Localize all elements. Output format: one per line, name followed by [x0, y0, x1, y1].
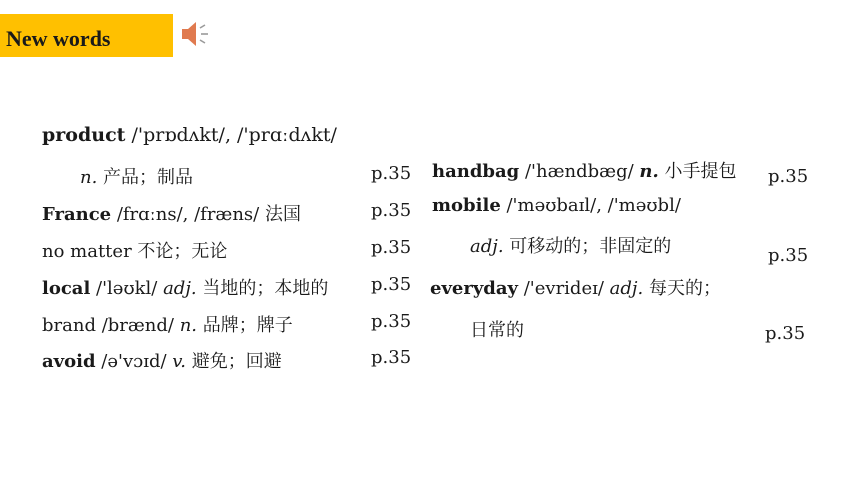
page-ref: p.35 — [768, 166, 809, 187]
entry-phonetic: /'hændbæg/ — [519, 161, 640, 182]
entry-meaning: 产品；制品 — [97, 167, 194, 188]
entry-word: France — [42, 204, 112, 225]
entry-phonetic: /'evrideɪ/ — [518, 278, 610, 299]
entry-word: mobile — [432, 195, 501, 216]
speaker-icon[interactable] — [180, 20, 212, 48]
entry-meaning: 可移动的；非固定的 — [503, 236, 672, 257]
entry-meaning: 避免；回避 — [186, 351, 282, 372]
page-title: New words — [6, 25, 111, 51]
entry-pos: adj. — [470, 236, 504, 257]
entry-phonetic: /'məʊbaɪl/, /'məʊbl/ — [500, 195, 681, 216]
entry-word: avoid — [42, 351, 96, 372]
entry-meaning: 日常的 — [470, 320, 524, 341]
entry-pos: n. — [179, 315, 198, 336]
entry-pos: n. — [639, 161, 659, 182]
entry-phonetic: /'prɒdʌkt/, /'prɑːdʌkt/ — [125, 124, 337, 146]
page-ref: p.35 — [371, 274, 412, 295]
entry-pos: adj. — [163, 278, 197, 299]
page-ref: p.35 — [768, 245, 809, 266]
list-item — [42, 274, 328, 300]
entry-word: local — [42, 278, 91, 299]
entry-pos: v. — [172, 351, 187, 372]
title-banner — [0, 14, 173, 57]
entry-phonetic: /'ləʊkl/ — [90, 278, 164, 299]
page-ref: p.35 — [371, 237, 412, 258]
entry-pos: n. — [80, 167, 98, 188]
entry-meaning: 每天的； — [643, 278, 721, 299]
entry-word: product — [42, 124, 126, 146]
page-ref: p.35 — [371, 200, 412, 221]
list-item — [42, 347, 282, 373]
page-ref: p.35 — [371, 311, 412, 332]
list-item — [42, 311, 293, 337]
entry-meaning: 不论；无论 — [137, 241, 228, 262]
page-ref: p.35 — [765, 323, 806, 344]
entry-meaning: 小手提包 — [658, 161, 737, 182]
list-item — [470, 232, 671, 258]
page-ref: p.35 — [371, 163, 412, 184]
entry-phonetic: /ə'vɔɪd/ — [95, 351, 173, 372]
list-item — [432, 195, 681, 216]
entry-word: handbag — [432, 161, 520, 182]
list-item — [42, 124, 337, 146]
entry-meaning: 当地的；本地的 — [196, 278, 329, 299]
page-ref: p.35 — [371, 347, 412, 368]
entry-phonetic: no matter — [42, 241, 138, 262]
list-item — [42, 200, 301, 226]
entry-phonetic: brand /brænd/ — [42, 315, 180, 336]
entry-meaning: 法国 — [264, 204, 301, 225]
list-item — [430, 274, 721, 300]
list-item — [432, 157, 736, 183]
entry-word: everyday — [430, 278, 519, 299]
list-item — [42, 237, 227, 263]
entry-pos: adj. — [609, 278, 644, 299]
list-item — [470, 316, 524, 342]
list-item — [80, 163, 193, 189]
entry-phonetic: /frɑːns/, /fræns/ — [111, 204, 265, 225]
entry-meaning: 品牌；牌子 — [197, 315, 293, 336]
